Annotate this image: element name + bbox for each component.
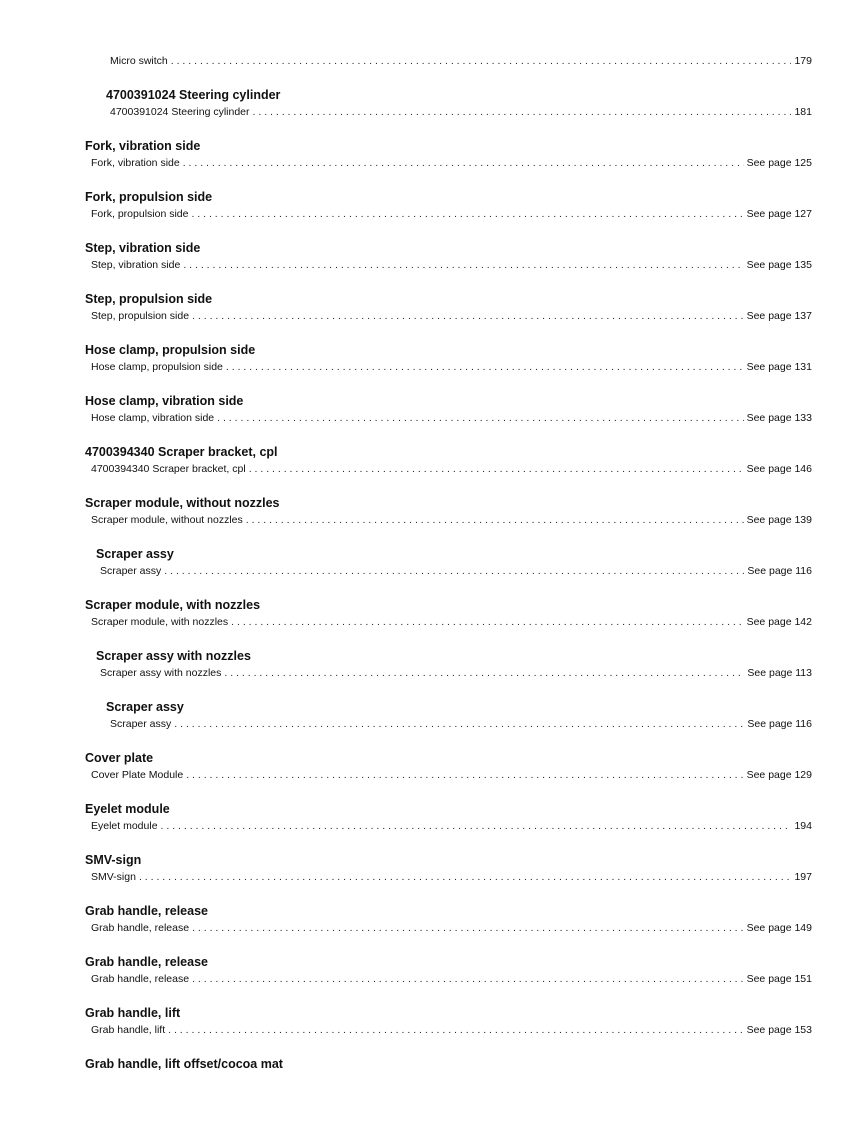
toc-entry[interactable] [100, 666, 812, 680]
toc-entry[interactable] [91, 921, 812, 935]
toc-entry[interactable] [91, 819, 812, 833]
toc-entry[interactable] [91, 258, 812, 272]
toc-page-ref: See page 129 [746, 769, 812, 781]
toc-section-title: SMV-sign [85, 853, 142, 867]
dot-leader [186, 768, 743, 782]
toc-entry[interactable] [91, 1023, 812, 1037]
toc-section-title: Grab handle, release [85, 955, 208, 969]
toc-entry[interactable] [91, 156, 812, 170]
toc-entry-label: Step, vibration side [91, 259, 181, 271]
dot-leader [224, 666, 744, 680]
toc-section-title: Fork, vibration side [85, 139, 201, 153]
toc-page-ref: See page 153 [746, 1024, 812, 1036]
toc-entry-label: Hose clamp, propulsion side [91, 361, 223, 373]
toc-section-title: Hose clamp, propulsion side [85, 343, 256, 357]
toc-entry-label: Scraper assy with nozzles [100, 667, 222, 679]
toc-entry-label: Eyelet module [91, 820, 158, 832]
toc-section-title: Fork, propulsion side [85, 190, 213, 204]
dot-leader [192, 921, 744, 935]
toc-page-ref: See page 127 [746, 208, 812, 220]
toc-entry-label: Hose clamp, vibration side [91, 412, 215, 424]
toc-entry[interactable] [110, 54, 812, 68]
toc-entry[interactable] [91, 462, 812, 476]
toc-entry-label: Fork, propulsion side [91, 208, 189, 220]
toc-entry-label: Scraper module, without nozzles [91, 514, 243, 526]
dot-leader [217, 411, 743, 425]
toc-entry[interactable] [91, 615, 812, 629]
toc-entry-label: Scraper assy [100, 565, 162, 577]
toc-section-title: Grab handle, lift offset/cocoa mat [85, 1057, 283, 1071]
toc-section-title: Grab handle, release [85, 904, 208, 918]
toc-page-ref: See page 131 [746, 361, 812, 373]
toc-entry[interactable] [91, 768, 812, 782]
toc-page-ref: See page 116 [747, 565, 812, 577]
toc-entry[interactable] [91, 411, 812, 425]
toc-page-ref: 179 [794, 55, 812, 67]
dot-leader [246, 513, 744, 527]
toc-entry-label: Micro switch [110, 55, 168, 67]
toc-section-title: Step, propulsion side [85, 292, 213, 306]
toc-entry-label: Cover Plate Module [91, 769, 184, 781]
toc-entry[interactable] [91, 360, 812, 374]
toc-page-ref: See page 151 [746, 973, 812, 985]
toc-section-title: Cover plate [85, 751, 154, 765]
toc-entry-label: Grab handle, release [91, 922, 190, 934]
toc-page-ref: See page 142 [746, 616, 812, 628]
dot-leader [226, 360, 744, 374]
toc-section-title: Scraper assy [106, 700, 184, 714]
dot-leader [253, 105, 792, 119]
toc-page-ref: 194 [794, 820, 812, 832]
toc-entry[interactable] [110, 105, 812, 119]
toc-entry-label: 4700391024 Steering cylinder [110, 106, 250, 118]
toc-entry[interactable] [91, 972, 812, 986]
toc-section-title: Hose clamp, vibration side [85, 394, 244, 408]
toc-page-ref: See page 113 [747, 667, 812, 679]
toc-section-title: Step, vibration side [85, 241, 201, 255]
toc-page-ref: See page 149 [746, 922, 812, 934]
dot-leader [249, 462, 744, 476]
dot-leader [191, 207, 743, 221]
toc-entry-label: Scraper module, with nozzles [91, 616, 229, 628]
toc-page-ref: See page 116 [747, 718, 812, 730]
dot-leader [161, 819, 792, 833]
toc-section-title: Scraper module, with nozzles [85, 598, 261, 612]
toc-entry-label: 4700394340 Scraper bracket, cpl [91, 463, 246, 475]
toc-entry[interactable] [91, 513, 812, 527]
toc-entry[interactable] [100, 564, 812, 578]
toc-section-title: Scraper module, without nozzles [85, 496, 280, 510]
dot-leader [192, 972, 744, 986]
dot-leader [139, 870, 792, 884]
toc-page-ref: See page 133 [746, 412, 812, 424]
toc-entry-label: Step, propulsion side [91, 310, 190, 322]
dot-leader [192, 309, 744, 323]
toc-page-ref: See page 139 [746, 514, 812, 526]
toc-section-title: Eyelet module [85, 802, 170, 816]
toc-entry-label: Fork, vibration side [91, 157, 180, 169]
toc-section-title: Grab handle, lift [85, 1006, 181, 1020]
toc-entry[interactable] [91, 870, 812, 884]
toc-section-title: Scraper assy [96, 547, 174, 561]
dot-leader [164, 564, 744, 578]
toc-entry-label: Grab handle, lift [91, 1024, 166, 1036]
toc-page-ref: See page 125 [746, 157, 812, 169]
toc-page-ref: 197 [794, 871, 812, 883]
toc-section-title: 4700394340 Scraper bracket, cpl [85, 445, 278, 459]
toc-entry[interactable] [110, 717, 812, 731]
toc-page-ref: 181 [794, 106, 812, 118]
toc-section-title: 4700391024 Steering cylinder [106, 88, 281, 102]
toc-entry-label: Grab handle, release [91, 973, 190, 985]
dot-leader [168, 1023, 743, 1037]
dot-leader [183, 258, 743, 272]
dot-leader [171, 54, 792, 68]
toc-page-ref: See page 137 [746, 310, 812, 322]
dot-leader [174, 717, 744, 731]
toc-page-ref: See page 135 [746, 259, 812, 271]
toc-section-title: Scraper assy with nozzles [96, 649, 251, 663]
dot-leader [231, 615, 743, 629]
toc-entry[interactable] [91, 309, 812, 323]
toc-entry-label: SMV-sign [91, 871, 136, 883]
toc-entry-label: Scraper assy [110, 718, 172, 730]
dot-leader [183, 156, 744, 170]
toc-page-ref: See page 146 [746, 463, 812, 475]
toc-entry[interactable] [91, 207, 812, 221]
